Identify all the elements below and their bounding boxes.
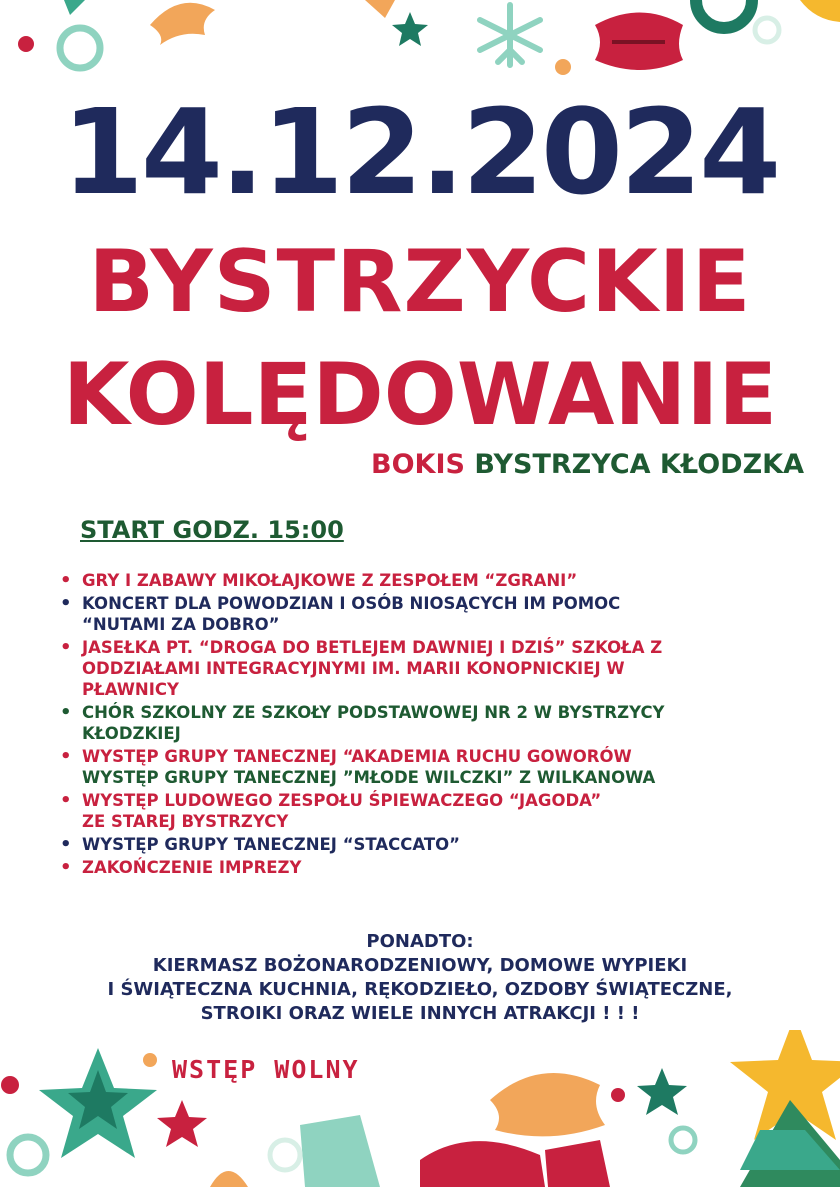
- event-title-line1: BYSTRZYCKIE: [88, 232, 752, 332]
- ring-icon: [270, 1140, 300, 1170]
- holly-leaf-icon: [210, 1171, 248, 1187]
- berry-icon: [1, 1076, 19, 1094]
- bullet-icon: •: [60, 637, 72, 658]
- ring-icon: [60, 28, 100, 68]
- program-item: • WYSTĘP GRUPY TANECZNEJ “AKADEMIA RUCHU GOWORÓW: [60, 746, 632, 767]
- mitten-icon: [300, 1115, 380, 1187]
- attractions-line: KIERMASZ BOŻONARODZENIOWY, DOMOWE WYPIEKI: [152, 955, 688, 976]
- program-item: WYSTĘP GRUPY TANECZNEJ ”MŁODE WILCZKI” Z WILKANOWA: [82, 768, 656, 787]
- bullet-icon: •: [60, 790, 72, 811]
- ring-icon: [671, 1128, 695, 1152]
- program-item: • WYSTĘP LUDOWEGO ZESPOŁU ŚPIEWACZEGO “JAGODA” ZE STAREJ BYSTRZYCY: [60, 790, 602, 831]
- bullet-icon: •: [60, 834, 72, 855]
- venue-town: BYSTRZYCA KŁODZKA: [474, 449, 804, 480]
- attractions-line: STROIKI ORAZ WIELE INNYCH ATRAKCJI ! ! !: [200, 1003, 640, 1024]
- ring-icon: [696, 0, 752, 28]
- program-item: • JASEŁKA PT. “DROGA DO BETLEJEM DAWNIEJ I DZIŚ” SZKOŁA Z ODDZIAŁAMI INTEGRACYJNYMI IM. MARII KONOPNICKIEJ W PŁAWNICY: [60, 637, 663, 699]
- event-title-line2: KOLĘDOWANIE: [62, 345, 778, 445]
- program-item: • KONCERT DLA POWODZIAN I OSÓB NIOSĄCYCH IM POMOC “NUTAMI ZA DOBRO”: [60, 593, 621, 634]
- bullet-icon: •: [60, 746, 72, 767]
- ring-icon: [755, 18, 779, 42]
- berry-icon: [611, 1088, 625, 1102]
- holly-leaf-icon: [365, 0, 395, 18]
- bullet-icon: •: [60, 593, 72, 614]
- top-decorations: [0, 0, 840, 90]
- holly-leaf-icon: [490, 1073, 605, 1136]
- start-time: START GODZ. 15:00: [80, 516, 344, 544]
- program-item: • ZAKOŃCZENIE IMPREZY: [60, 857, 302, 878]
- star-icon: [392, 12, 428, 46]
- venue-organizer: BOKIS: [370, 449, 465, 480]
- program-item: • CHÓR SZKOLNY ZE SZKOŁY PODSTAWOWEJ NR 2 W BYSTRZYCY KŁODZKIEJ: [60, 702, 665, 743]
- star-icon: [157, 1100, 207, 1147]
- program-item: • GRY I ZABAWY MIKOŁAJKOWE Z ZESPOŁEM “ZGRANI”: [60, 570, 578, 591]
- snowflake-icon: [480, 5, 540, 65]
- bullet-icon: •: [60, 570, 72, 591]
- berry-icon: [143, 1053, 157, 1067]
- attractions-heading: PONADTO:: [366, 931, 474, 952]
- bottom-decorations: [0, 1030, 840, 1187]
- star-icon: [40, 0, 85, 15]
- free-entry: WSTĘP WOLNY: [172, 1055, 360, 1084]
- holly-leaf-icon: [150, 3, 215, 45]
- additional-attractions: [0, 930, 840, 1026]
- star-icon: [637, 1068, 687, 1115]
- attractions-line: I ŚWIĄTECZNA KUCHNIA, RĘKODZIEŁO, OZDOBY ŚWIĄTECZNE,: [107, 979, 733, 1000]
- program-list: [58, 570, 778, 880]
- berry-icon: [18, 36, 34, 52]
- venue: [371, 448, 804, 482]
- bullet-icon: •: [60, 857, 72, 878]
- event-date: 14.12.2024: [61, 83, 779, 221]
- bullet-icon: •: [60, 702, 72, 723]
- program-item: • WYSTĘP GRUPY TANECZNEJ “STACCATO”: [60, 834, 460, 855]
- ring-icon: [10, 1137, 46, 1173]
- holly-leaf-icon: [800, 0, 840, 22]
- berry-icon: [555, 59, 571, 75]
